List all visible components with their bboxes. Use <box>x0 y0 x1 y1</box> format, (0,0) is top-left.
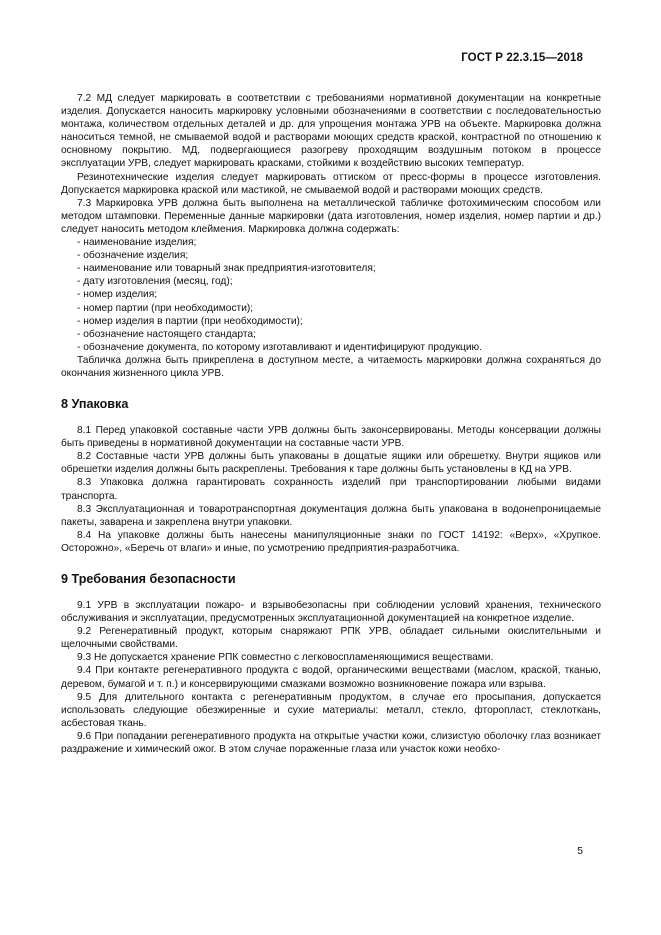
list-item: - номер партии (при необходимости); <box>77 302 254 314</box>
list-item: - дату изготовления (месяц, год); <box>77 276 233 288</box>
paragraph-9-4: 9.4 При контакте регенеративного продукта с водой, органическими веществами (маслом, краской, тканью, деревом, бумагой и т. п.) и консервирующими смазками возможно возникновение пожара или взрыва. <box>61 665 601 690</box>
marking-list <box>61 236 601 354</box>
page-body <box>61 92 601 756</box>
list-item: - обозначение настоящего стандарта; <box>77 328 256 340</box>
paragraph-9-5: 9.5 Для длительного контакта с регенеративным продуктом, в случае его просыпания, допускается использовать следующие обезжиренные и сухие материалы: металл, стекло, фторопласт, стеклоткань, асбестовая ткань. <box>61 691 601 729</box>
paragraph-plate: Табличка должна быть прикреплена в доступном месте, а читаемость маркировки должна сохраняться до окончания жизненного цикла УРВ. <box>61 354 601 379</box>
list-item: - номер изделия в партии (при необходимости); <box>77 315 303 327</box>
page-number: 5 <box>577 845 583 857</box>
list-item: - наименование или товарный знак предприятия-изготовителя; <box>77 263 376 275</box>
list-item: - наименование изделия; <box>77 237 197 249</box>
section-9-title: 9 Требования безопасности <box>61 572 236 586</box>
paragraph-9-2: 9.2 Регенеративный продукт, которым снаряжают РПК УРВ, обладает сильными окислительными и щелочными свойствами. <box>61 626 601 651</box>
list-item: - обозначение документа, по которому изготавливают и идентифицируют продукцию. <box>77 341 483 353</box>
paragraph-7-2: 7.2 МД следует маркировать в соответствии с требованиями нормативной документации на конкретные изделия. Допускается наносить маркировку условными обозначениями в соответствии с последовательностью монтажа, количеством отдельных деталей и др. для упрощения монтажа УРВ на объекте. Маркировка должна наноситься темной, не смываемой водой и растворами моющих средств краской, контрастной по отношению к основному покрытию. МД, подвергающиеся разогреву проходящим воздушным потоком в процессе эксплуатации УРВ, следует маркировать красками, стойкими к воздействию высоких температур. <box>61 93 601 170</box>
paragraph-7-3: 7.3 Маркировка УРВ должна быть выполнена на металлической табличке фотохимическим способом или методом штамповки. Переменные данные маркировки (дата изготовления, номер изделия, номер партии и др.) следует наносить методом клеймения. Маркировка должна содержать: <box>61 197 601 235</box>
paragraph-8-3b: 8.3 Эксплуатационная и товаротранспортная документация должна быть упакована в водонепроницаемые пакеты, заварена и закреплена внутри упаковки. <box>61 503 601 528</box>
paragraph-8-2: 8.2 Составные части УРВ должны быть упакованы в дощатые ящики или обрешетку. Внутри ящиков или обрешетки изделия должны быть раскреплены. Требования к таре должны быть установлены в КД на УРВ. <box>61 451 601 476</box>
paragraph-8-4: 8.4 На упаковке должны быть нанесены манипуляционные знаки по ГОСТ 14192: «Верх», «Хрупкое. Осторожно», «Беречь от влаги» и иные, по усмотрению предприятия-разработчика. <box>61 529 601 554</box>
paragraph-rubber-marking: Резинотехнические изделия следует маркировать оттиском от пресс-формы в процессе изготовления. Допускается маркировка краской или мастикой, не смываемой водой и растворами моющих средств. <box>61 171 601 196</box>
paragraph-8-3: 8.3 Упаковка должна гарантировать сохранность изделий при транспортировании любыми видами транспорта. <box>61 477 601 502</box>
list-item: - номер изделия; <box>77 289 158 301</box>
paragraph-9-6: 9.6 При попадании регенеративного продукта на открытые участки кожи, слизистую оболочку глаз возникает раздражение и химический ожог. В этом случае пораженные глаза или участок кожи необхо- <box>61 730 601 756</box>
section-8-title: 8 Упаковка <box>61 397 129 412</box>
paragraph-8-1: 8.1 Перед упаковкой составные части УРВ должны быть законсервированы. Методы консервации должны быть приведены в нормативной документации на составные части УРВ. <box>61 425 601 450</box>
paragraph-9-3: 9.3 Не допускается хранение РПК совместно с легковоспламеняющимися веществами. <box>77 652 494 664</box>
paragraph-9-1: 9.1 УРВ в эксплуатации пожаро- и взрывобезопасны при соблюдении условий хранения, технического обслуживания и эксплуатации, предусмотренных эксплуатационной документацией на конкретное изделие. <box>61 600 601 625</box>
standard-header: ГОСТ Р 22.3.15—2018 <box>461 52 583 64</box>
list-item: - обозначение изделия; <box>77 250 189 262</box>
